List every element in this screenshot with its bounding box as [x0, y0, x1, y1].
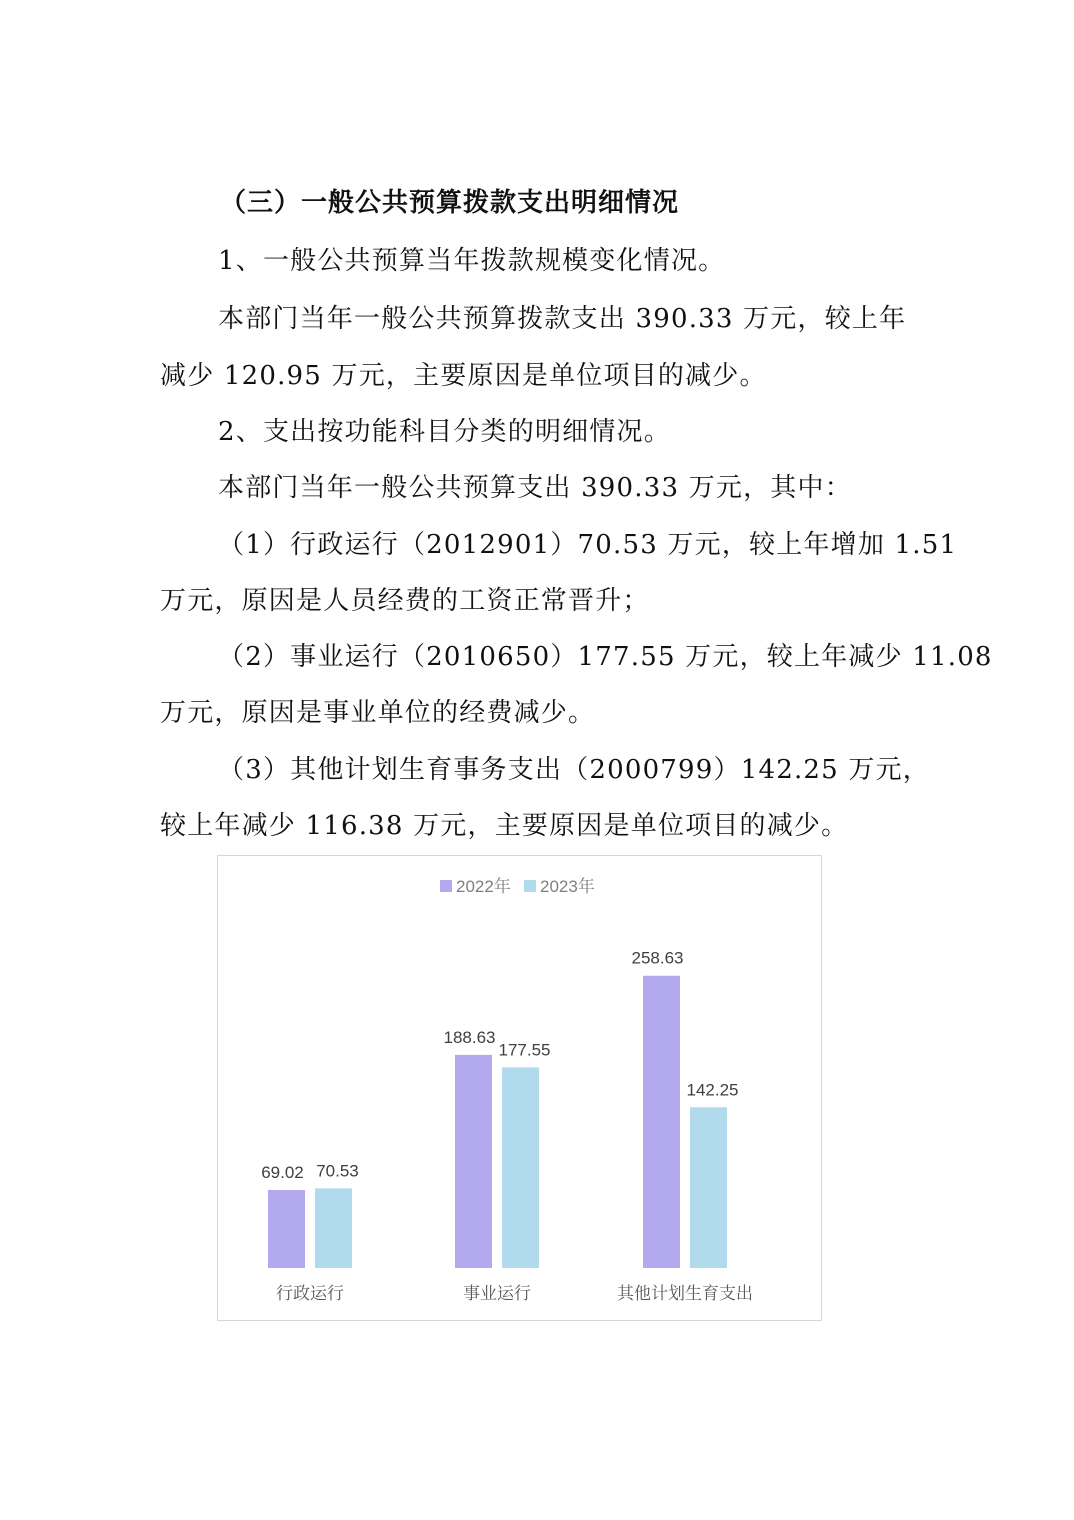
legend-label: 2022年 — [456, 877, 511, 896]
bar-2023-1 — [502, 1067, 539, 1268]
paragraph-line: （2）事业运行（2010650）177.55 万元，较上年减少 11.08 — [218, 642, 993, 672]
paragraph-line: 减少 120.95 万元，主要原因是单位项目的减少。 — [160, 361, 767, 391]
paragraph-line: （1）行政运行（2012901）70.53 万元，较上年增加 1.51 — [218, 530, 958, 560]
bar-2022-0 — [268, 1190, 305, 1268]
x-category-label: 行政运行 — [276, 1284, 344, 1303]
chart-legend — [440, 876, 595, 896]
legend-label: 2023年 — [540, 877, 595, 896]
paragraph-line: （3）其他计划生育事务支出（2000799）142.25 万元， — [218, 755, 930, 785]
legend-swatch — [524, 880, 536, 892]
paragraph-line: 万元，原因是事业单位的经费减少。 — [160, 698, 596, 728]
chart-category-labels — [276, 1283, 753, 1303]
bar-value-label: 177.55 — [498, 1040, 551, 1060]
x-category-label: 事业运行 — [463, 1284, 531, 1303]
bar-value-label: 258.63 — [631, 948, 684, 968]
bar-2022-2 — [643, 976, 680, 1268]
bar-value-label: 142.25 — [686, 1080, 739, 1100]
paragraph-line: 较上年减少 116.38 万元，主要原因是单位项目的减少。 — [160, 811, 849, 841]
bar-2023-0 — [315, 1188, 352, 1268]
x-category-label: 其他计划生育支出 — [617, 1284, 753, 1303]
bar-chart — [217, 855, 822, 1321]
bar-2022-1 — [455, 1055, 492, 1268]
paragraph-line: 2、支出按功能科目分类的明细情况。 — [218, 417, 671, 447]
bar-value-label: 69.02 — [261, 1163, 304, 1183]
bar-value-label: 70.53 — [316, 1161, 359, 1181]
paragraph-line: 1、一般公共预算当年拨款规模变化情况。 — [218, 246, 726, 276]
bar-chart-svg — [218, 856, 820, 1319]
paragraph-line: 本部门当年一般公共预算支出 390.33 万元，其中： — [218, 473, 852, 503]
paragraph-line: 本部门当年一般公共预算拨款支出 390.33 万元，较上年 — [218, 304, 907, 334]
legend-swatch — [440, 880, 452, 892]
bar-value-label: 188.63 — [443, 1027, 496, 1047]
section-heading: （三）一般公共预算拨款支出明细情况 — [220, 188, 680, 218]
bar-2023-2 — [690, 1107, 727, 1268]
chart-bars — [268, 976, 727, 1268]
paragraph-line: 万元，原因是人员经费的工资正常晋升； — [160, 586, 650, 616]
